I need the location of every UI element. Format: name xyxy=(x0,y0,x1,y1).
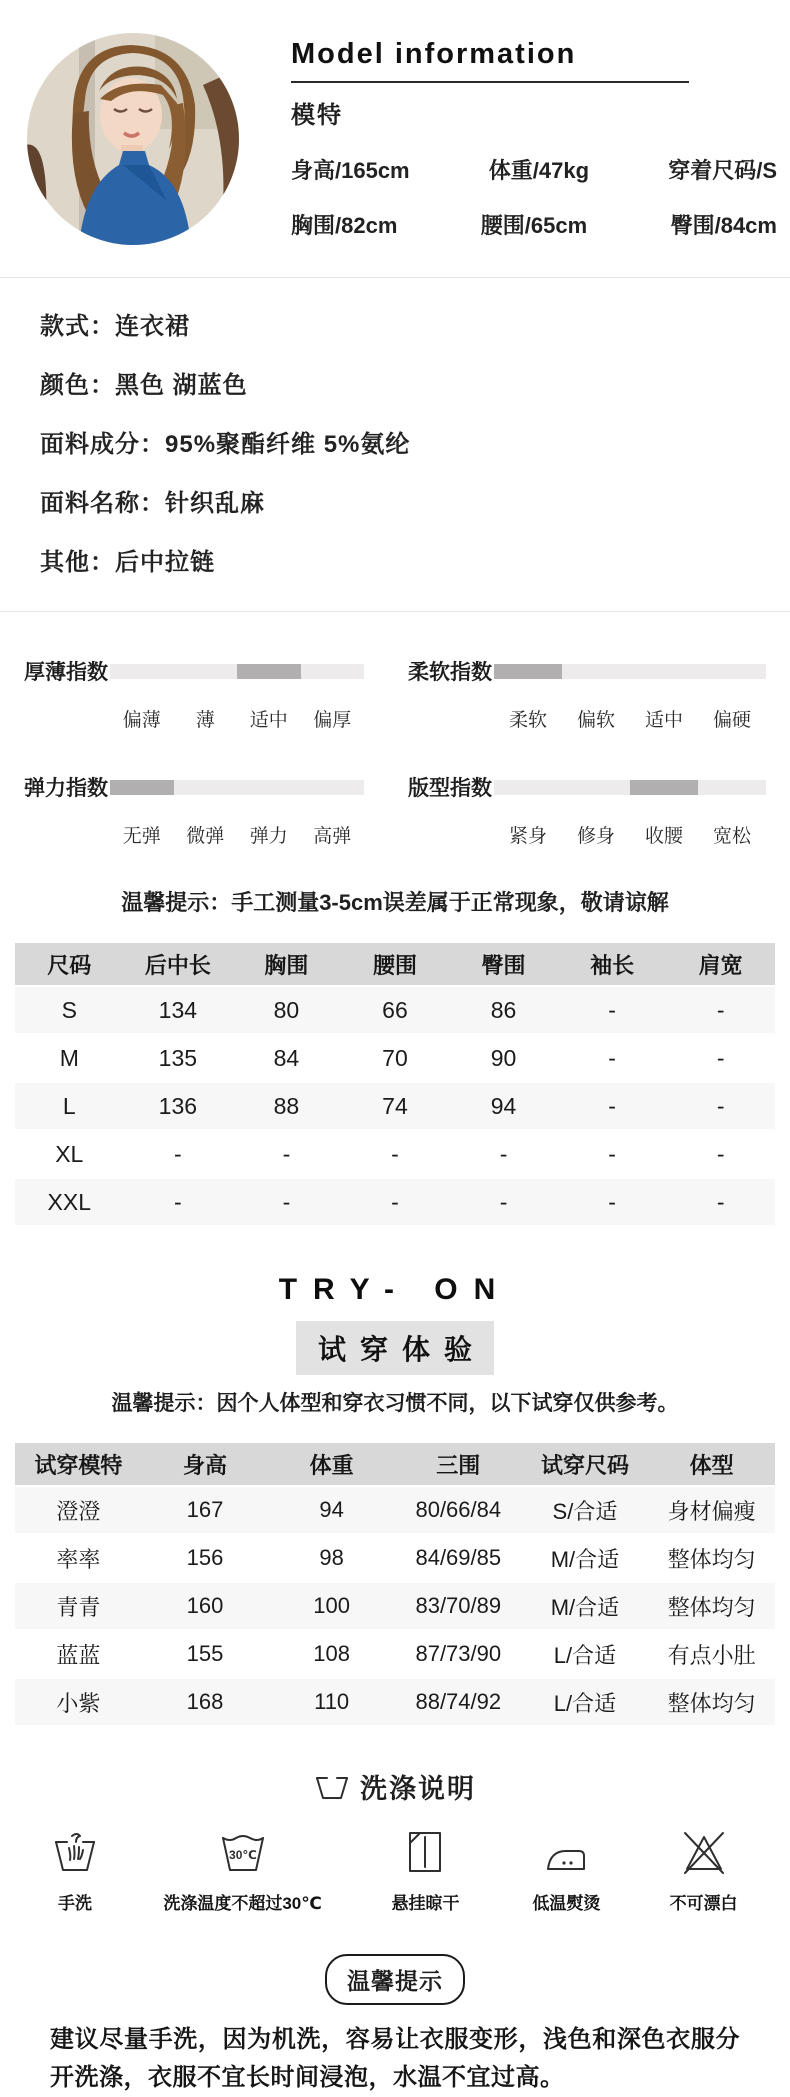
detail-style: 款式：连衣裙 xyxy=(40,313,190,340)
table-cell: S/合适 xyxy=(522,1487,649,1533)
table-cell: 率率 xyxy=(15,1535,142,1581)
index-level-label: 弹力 xyxy=(249,826,288,847)
table-cell: M/合适 xyxy=(522,1535,649,1581)
index-bar-segment xyxy=(301,780,365,795)
table-cell: 小紫 xyxy=(15,1679,142,1725)
table-row xyxy=(15,1131,775,1177)
washing-item-label: 手洗 xyxy=(57,1894,92,1913)
table-cell: 83/70/89 xyxy=(395,1583,522,1629)
hang-dry-icon xyxy=(401,1828,449,1876)
table-cell: 84/69/85 xyxy=(395,1535,522,1581)
index-level-labels xyxy=(110,705,364,732)
table-cell: 160 xyxy=(142,1583,269,1629)
model-bust: 胸围/82cm xyxy=(291,213,398,238)
tryon-title-cn: 试穿体验 xyxy=(296,1321,494,1375)
warm-tips-section xyxy=(0,1954,790,2097)
table-row xyxy=(15,1679,775,1725)
detail-other: 其他：后中拉链 xyxy=(40,549,215,576)
table-cell: 155 xyxy=(142,1631,269,1677)
index-bar-segment xyxy=(174,664,238,679)
model-height: 身高/165cm xyxy=(291,158,410,183)
table-row xyxy=(15,1535,775,1581)
table-cell: L xyxy=(15,1083,124,1129)
washing-item-max-30c xyxy=(136,1826,349,1914)
table-cell: 90 xyxy=(449,1035,558,1081)
index-bar-segment-active xyxy=(110,780,174,795)
table-cell: 88 xyxy=(232,1083,341,1129)
tryon-table xyxy=(15,1441,775,1727)
model-stats-row-1 xyxy=(291,154,777,185)
table-cell: 84 xyxy=(232,1035,341,1081)
index-name: 厚薄指数 xyxy=(24,661,108,684)
tryon-note: 温馨提示：因个人体型和穿衣习惯不同，以下试穿仅供参考。 xyxy=(111,1392,679,1415)
table-cell: 135 xyxy=(124,1035,233,1081)
column-header: 腰围 xyxy=(341,943,450,985)
index-level-labels xyxy=(110,821,364,848)
table-cell: 整体均匀 xyxy=(648,1583,775,1629)
column-header: 试穿模特 xyxy=(15,1443,142,1485)
index-bar-segment-active xyxy=(237,664,301,679)
index-level-label: 柔软 xyxy=(508,710,547,731)
table-cell: 蓝蓝 xyxy=(15,1631,142,1677)
table-cell: 80 xyxy=(232,987,341,1033)
model-weight: 体重/47kg xyxy=(488,158,590,183)
column-header: 尺码 xyxy=(15,943,124,985)
table-cell: - xyxy=(666,1179,775,1225)
table-cell: - xyxy=(341,1131,450,1177)
index-bar-segment xyxy=(301,664,365,679)
index-level-label: 薄 xyxy=(195,710,215,731)
column-header: 袖长 xyxy=(558,943,667,985)
table-cell: - xyxy=(558,1035,667,1081)
table-cell: XL xyxy=(15,1131,124,1177)
table-cell: 整体均匀 xyxy=(648,1535,775,1581)
table-cell: XXL xyxy=(15,1179,124,1225)
model-photo-illustration xyxy=(27,33,239,245)
index-bar-segment xyxy=(174,780,238,795)
table-cell: 86 xyxy=(449,987,558,1033)
table-cell: - xyxy=(558,1131,667,1177)
table-cell: - xyxy=(666,1131,775,1177)
table-cell: 108 xyxy=(268,1631,395,1677)
table-cell: 70 xyxy=(341,1035,450,1081)
index-bar xyxy=(494,664,766,679)
table-cell: - xyxy=(124,1179,233,1225)
table-cell: 青青 xyxy=(15,1583,142,1629)
table-cell: 168 xyxy=(142,1679,269,1725)
table-row xyxy=(15,987,775,1033)
index-level-label: 偏薄 xyxy=(122,710,161,731)
table-cell: - xyxy=(666,987,775,1033)
product-details-section xyxy=(0,278,790,612)
table-cell: 94 xyxy=(449,1083,558,1129)
column-header: 胸围 xyxy=(232,943,341,985)
index-softness xyxy=(408,656,766,732)
index-bar-segment xyxy=(698,664,766,679)
table-cell: - xyxy=(558,987,667,1033)
model-photo xyxy=(27,33,239,245)
basin-icon xyxy=(314,1773,350,1801)
model-waist: 腰围/65cm xyxy=(480,213,588,238)
table-row xyxy=(15,1631,775,1677)
column-header: 体型 xyxy=(648,1443,775,1485)
column-header: 身高 xyxy=(142,1443,269,1485)
table-cell: 澄澄 xyxy=(15,1487,142,1533)
index-bar-segment xyxy=(630,664,698,679)
model-info-section xyxy=(0,0,790,278)
table-cell: - xyxy=(666,1083,775,1129)
hand-wash-icon xyxy=(51,1828,99,1876)
table-cell: S xyxy=(15,987,124,1033)
table-cell: 100 xyxy=(268,1583,395,1629)
index-bar-segment xyxy=(110,664,174,679)
size-chart-header-row xyxy=(15,943,775,985)
washing-item-iron-low xyxy=(502,1826,632,1914)
washing-items-row xyxy=(0,1826,790,1914)
table-cell: 167 xyxy=(142,1487,269,1533)
table-cell: L/合适 xyxy=(522,1679,649,1725)
model-stats-row-2 xyxy=(291,209,777,240)
column-header: 臀围 xyxy=(449,943,558,985)
table-cell: 94 xyxy=(268,1487,395,1533)
washing-item-label: 悬挂晾干 xyxy=(391,1894,460,1913)
index-bar-segment xyxy=(698,780,766,795)
index-bar xyxy=(110,780,364,795)
index-bar-segment xyxy=(494,780,562,795)
index-level-label: 偏软 xyxy=(576,710,615,731)
index-level-label: 适中 xyxy=(249,710,288,731)
index-level-labels xyxy=(494,705,766,732)
table-row xyxy=(15,1035,775,1081)
table-row xyxy=(15,1487,775,1533)
size-chart-table xyxy=(15,941,775,1227)
washing-section xyxy=(0,1767,790,1914)
column-header: 试穿尺码 xyxy=(522,1443,649,1485)
warm-tips-text: 建议尽量手洗，因为机洗，容易让衣服变形，浅色和深色衣服分开洗涤，衣服不宜长时间浸泡，水温不宜过高。 xyxy=(50,2026,740,2091)
table-cell: 有点小肚 xyxy=(648,1631,775,1677)
index-bar xyxy=(110,664,364,679)
column-header: 三围 xyxy=(395,1443,522,1485)
table-cell: 88/74/92 xyxy=(395,1679,522,1725)
table-cell: - xyxy=(232,1179,341,1225)
index-bar-segment xyxy=(237,780,301,795)
wash-30c-icon xyxy=(217,1828,269,1876)
model-hip: 臀围/84cm xyxy=(670,213,777,238)
washing-item-label: 洗涤温度不超过30℃ xyxy=(163,1894,322,1913)
table-cell: - xyxy=(449,1179,558,1225)
table-cell: 整体均匀 xyxy=(648,1679,775,1725)
tryon-section xyxy=(0,1273,790,1727)
model-info-block xyxy=(291,0,777,277)
washing-item-no-bleach xyxy=(631,1826,776,1914)
index-level-label: 宽松 xyxy=(712,826,751,847)
table-cell: 110 xyxy=(268,1679,395,1725)
table-cell: - xyxy=(341,1179,450,1225)
title-underline xyxy=(291,81,689,83)
table-cell: - xyxy=(558,1179,667,1225)
detail-fabric-name: 面料名称：针织乱麻 xyxy=(40,490,265,517)
index-level-label: 紧身 xyxy=(508,826,547,847)
column-header: 体重 xyxy=(268,1443,395,1485)
wash-temp-text: 30℃ xyxy=(228,1848,257,1862)
iron-low-icon xyxy=(542,1836,590,1876)
index-level-label: 偏硬 xyxy=(712,710,751,731)
table-row xyxy=(15,1083,775,1129)
detail-color: 颜色：黑色 湖蓝色 xyxy=(40,372,248,399)
table-cell: L/合适 xyxy=(522,1631,649,1677)
index-level-label: 微弹 xyxy=(186,826,225,847)
column-header: 后中长 xyxy=(124,943,233,985)
model-info-title-en: Model information xyxy=(291,38,577,70)
index-bar-segment xyxy=(562,780,630,795)
table-cell: - xyxy=(666,1035,775,1081)
table-row xyxy=(15,1179,775,1225)
table-cell: - xyxy=(124,1131,233,1177)
index-level-label: 高弹 xyxy=(313,826,352,847)
index-fit xyxy=(408,772,766,848)
index-level-label: 收腰 xyxy=(644,826,683,847)
detail-fabric-composition: 面料成分：95%聚酯纤维 5%氨纶 xyxy=(40,431,411,458)
table-cell: 136 xyxy=(124,1083,233,1129)
index-elasticity xyxy=(24,772,364,848)
model-info-title-cn: 模特 xyxy=(291,102,343,129)
no-bleach-icon xyxy=(680,1828,728,1876)
table-cell: 134 xyxy=(124,987,233,1033)
column-header: 肩宽 xyxy=(666,943,775,985)
tryon-header-row xyxy=(15,1443,775,1485)
table-cell: 156 xyxy=(142,1535,269,1581)
index-name: 弹力指数 xyxy=(24,777,108,800)
index-bar xyxy=(494,780,766,795)
washing-item-hang-dry xyxy=(349,1826,501,1914)
tryon-title-en: TRY- ON xyxy=(278,1273,512,1306)
fabric-index-section xyxy=(0,612,790,874)
table-cell: M xyxy=(15,1035,124,1081)
table-cell: 身材偏瘦 xyxy=(648,1487,775,1533)
table-cell: 80/66/84 xyxy=(395,1487,522,1533)
washing-title-text: 洗涤说明 xyxy=(360,1774,476,1804)
washing-title xyxy=(0,1767,790,1806)
washing-item-label: 不可漂白 xyxy=(669,1894,738,1913)
table-cell: 74 xyxy=(341,1083,450,1129)
index-bar-segment-active xyxy=(494,664,562,679)
index-level-label: 偏厚 xyxy=(313,710,352,731)
index-level-label: 无弹 xyxy=(122,826,161,847)
table-cell: - xyxy=(449,1131,558,1177)
size-chart-note: 温馨提示：手工测量3-5cm误差属于正常现象，敬请谅解 xyxy=(121,890,669,915)
index-name: 柔软指数 xyxy=(408,661,492,684)
index-bar-segment-active xyxy=(630,780,698,795)
index-name: 版型指数 xyxy=(408,777,492,800)
table-cell: 98 xyxy=(268,1535,395,1581)
washing-item-label: 低温熨烫 xyxy=(532,1894,601,1913)
model-wearing-size: 穿着尺码/S xyxy=(668,158,777,183)
table-cell: - xyxy=(558,1083,667,1129)
index-level-label: 适中 xyxy=(644,710,683,731)
table-cell: - xyxy=(232,1131,341,1177)
warm-tips-badge: 温馨提示 xyxy=(325,1954,465,2005)
table-cell: M/合适 xyxy=(522,1583,649,1629)
index-bar-segment xyxy=(562,664,630,679)
index-level-labels xyxy=(494,821,766,848)
table-cell: 87/73/90 xyxy=(395,1631,522,1677)
index-thickness xyxy=(24,656,364,732)
table-row xyxy=(15,1583,775,1629)
washing-item-hand-wash xyxy=(14,1826,136,1914)
table-cell: 66 xyxy=(341,987,450,1033)
index-level-label: 修身 xyxy=(576,826,615,847)
